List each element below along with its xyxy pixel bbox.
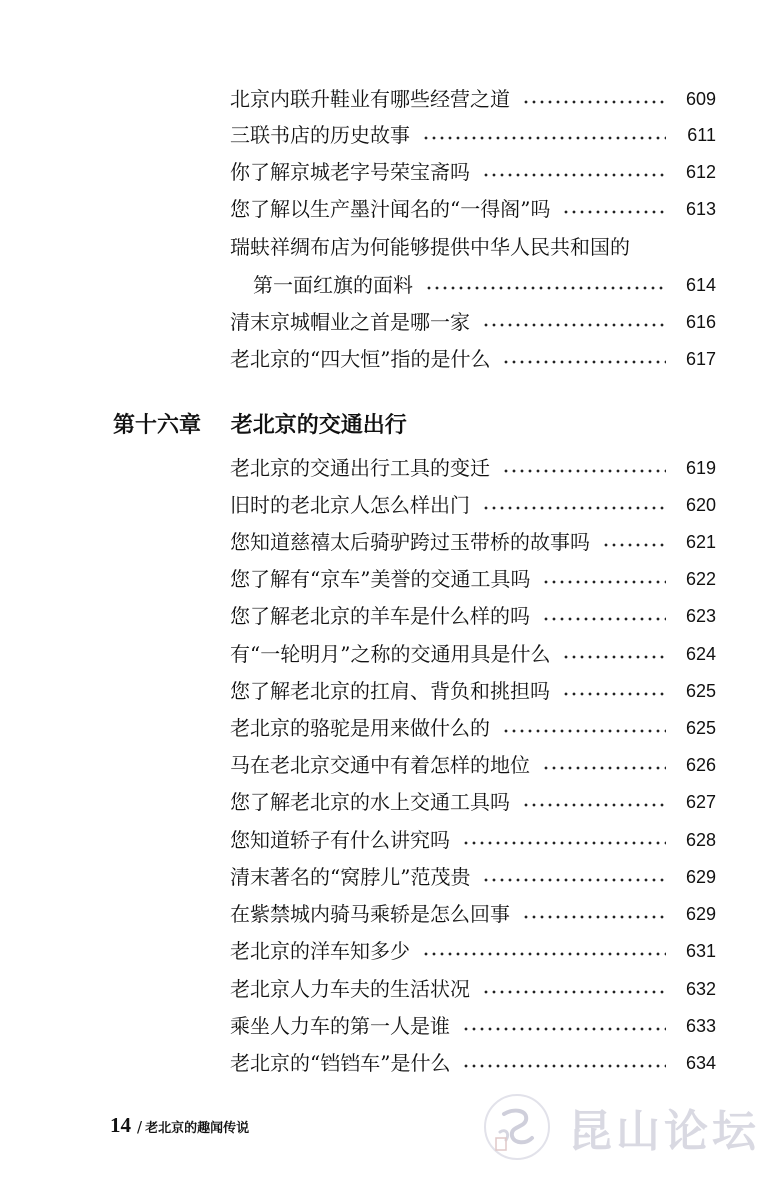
dot-leader — [542, 764, 666, 772]
toc-entry — [230, 598, 716, 634]
toc-entry-title: 老北京的“四大恒”指的是什么 — [230, 347, 491, 371]
toc-entry-title: 您知道慈禧太后骑驴跨过玉带桥的故事吗 — [230, 530, 590, 554]
dot-leader — [422, 950, 666, 958]
toc-entry-title: 乘坐人力车的第一人是谁 — [230, 1014, 450, 1038]
toc-entry-title: 北京内联升鞋业有哪些经营之道 — [230, 87, 510, 111]
toc-entry — [230, 117, 716, 153]
toc-entry — [230, 487, 716, 523]
footer-page-number: 14 — [110, 1113, 131, 1137]
dot-leader — [482, 876, 666, 884]
dot-leader — [562, 208, 666, 216]
dot-leader — [462, 1025, 666, 1033]
toc-entry-page: 614 — [685, 275, 716, 295]
dot-leader — [502, 727, 666, 735]
chapter-title: 老北京的交通出行 — [230, 413, 407, 438]
toc-entry — [230, 1045, 716, 1081]
toc-entry-page: 620 — [685, 495, 716, 515]
toc-entry-title-line1: 瑞蚨祥绸布店为何能够提供中华人民共和国的 — [230, 235, 630, 259]
toc-entry — [230, 450, 716, 486]
toc-entry-title: 清末京城帽业之首是哪一家 — [230, 310, 470, 334]
toc-entry-page: 626 — [685, 755, 716, 775]
toc-entry-title-line2: 第一面红旗的面料 — [253, 273, 413, 297]
dot-leader — [462, 839, 666, 847]
toc-entry — [230, 191, 716, 227]
toc-entry-page: 627 — [685, 792, 716, 812]
dot-leader — [522, 98, 666, 106]
toc-entry-title: 清末著名的“窝脖儿”范茂贵 — [230, 865, 471, 889]
toc-entry — [230, 859, 716, 895]
watermark-text: 昆山论坛 — [568, 1106, 760, 1157]
dot-leader — [502, 358, 666, 366]
toc-entry-page: 633 — [685, 1016, 716, 1036]
toc-entry-title: 您知道轿子有什么讲究吗 — [230, 828, 450, 852]
dot-leader — [482, 171, 666, 179]
dot-leader — [422, 134, 666, 142]
toc-entry-page: 625 — [685, 718, 716, 738]
toc-entry-page: 617 — [685, 349, 716, 369]
toc-entry-title: 老北京的“铛铛车”是什么 — [230, 1051, 451, 1075]
toc-entry-page: 622 — [685, 569, 716, 589]
toc-entry — [230, 933, 716, 969]
toc-entry-page: 631 — [685, 941, 716, 961]
footer-book-title: 老北京的趣闻传说 — [145, 1121, 250, 1136]
toc-entry-title: 在紫禁城内骑马乘轿是怎么回事 — [230, 902, 510, 926]
dot-leader — [542, 615, 666, 623]
watermark-logo-icon — [482, 1092, 552, 1162]
toc-entry-title: 您了解老北京的扛肩、背负和挑担吗 — [230, 679, 550, 703]
toc-entry — [230, 747, 716, 783]
toc-entry-title: 马在老北京交通中有着怎样的地位 — [230, 753, 530, 777]
toc-entry — [230, 822, 716, 858]
toc-entry — [230, 896, 716, 932]
toc-entry — [230, 784, 716, 820]
toc-entry-title: 旧时的老北京人怎么样出门 — [230, 493, 470, 517]
toc-entry — [230, 710, 716, 746]
toc-entry-title: 老北京的交通出行工具的变迁 — [230, 456, 490, 480]
chapter-heading — [113, 407, 407, 445]
toc-entry — [230, 561, 716, 597]
page-footer — [110, 1113, 249, 1139]
toc-entry — [230, 341, 716, 377]
dot-leader — [462, 1062, 666, 1070]
toc-entry-page: 612 — [685, 162, 716, 182]
toc-entry-title: 老北京的骆驼是用来做什么的 — [230, 716, 490, 740]
toc-entry-page: 632 — [685, 979, 716, 999]
dot-leader — [562, 653, 666, 661]
toc-entry-page: 616 — [685, 312, 716, 332]
dot-leader — [602, 541, 666, 549]
chapter-number: 第十六章 — [113, 413, 202, 438]
toc-entry-page: 623 — [685, 606, 716, 626]
toc-entry-page: 624 — [685, 644, 716, 664]
dot-leader — [562, 690, 666, 698]
toc-entry — [230, 524, 716, 560]
toc-entry-page: 621 — [685, 532, 716, 552]
toc-entry-page: 613 — [685, 199, 716, 219]
toc-entry-title: 老北京人力车夫的生活状况 — [230, 977, 470, 1001]
toc-entry-page: 629 — [685, 904, 716, 924]
dot-leader — [542, 578, 666, 586]
toc-entry-title: 您了解有“京车”美誉的交通工具吗 — [230, 567, 531, 591]
toc-entry — [230, 636, 716, 672]
toc-entry-page: 619 — [685, 458, 716, 478]
toc-entry-title: 你了解京城老字号荣宝斋吗 — [230, 160, 470, 184]
toc-entry-title: 三联书店的历史故事 — [230, 123, 410, 147]
toc-entry — [230, 673, 716, 709]
watermark — [482, 1082, 772, 1172]
toc-entry-page: 629 — [685, 867, 716, 887]
toc-entry-title: 老北京的洋车知多少 — [230, 939, 410, 963]
toc-entry — [253, 267, 716, 303]
toc-entry-title: 您了解老北京的水上交通工具吗 — [230, 790, 510, 814]
toc-entry-page: 609 — [685, 89, 716, 109]
dot-leader — [482, 321, 666, 329]
toc-entry-page: 634 — [685, 1053, 716, 1073]
footer-separator: / — [137, 1118, 143, 1136]
dot-leader — [425, 284, 666, 292]
toc-entry — [230, 971, 716, 1007]
toc-entry-page: 628 — [685, 830, 716, 850]
dot-leader — [482, 504, 666, 512]
toc-entry — [230, 81, 716, 117]
toc-entry-title: 您了解以生产墨汁闻名的“一得阁”吗 — [230, 197, 551, 221]
toc-entry-title: 您了解老北京的羊车是什么样的吗 — [230, 604, 530, 628]
toc-entry — [230, 304, 716, 340]
dot-leader — [522, 913, 666, 921]
dot-leader — [522, 801, 666, 809]
toc-entry — [230, 154, 716, 190]
toc-entry-title: 有“一轮明月”之称的交通用具是什么 — [230, 642, 551, 666]
toc-entry-page: 611 — [687, 125, 716, 145]
toc-entry — [230, 1008, 716, 1044]
dot-leader — [482, 988, 666, 996]
toc-entry-page: 625 — [685, 681, 716, 701]
dot-leader — [502, 467, 666, 475]
